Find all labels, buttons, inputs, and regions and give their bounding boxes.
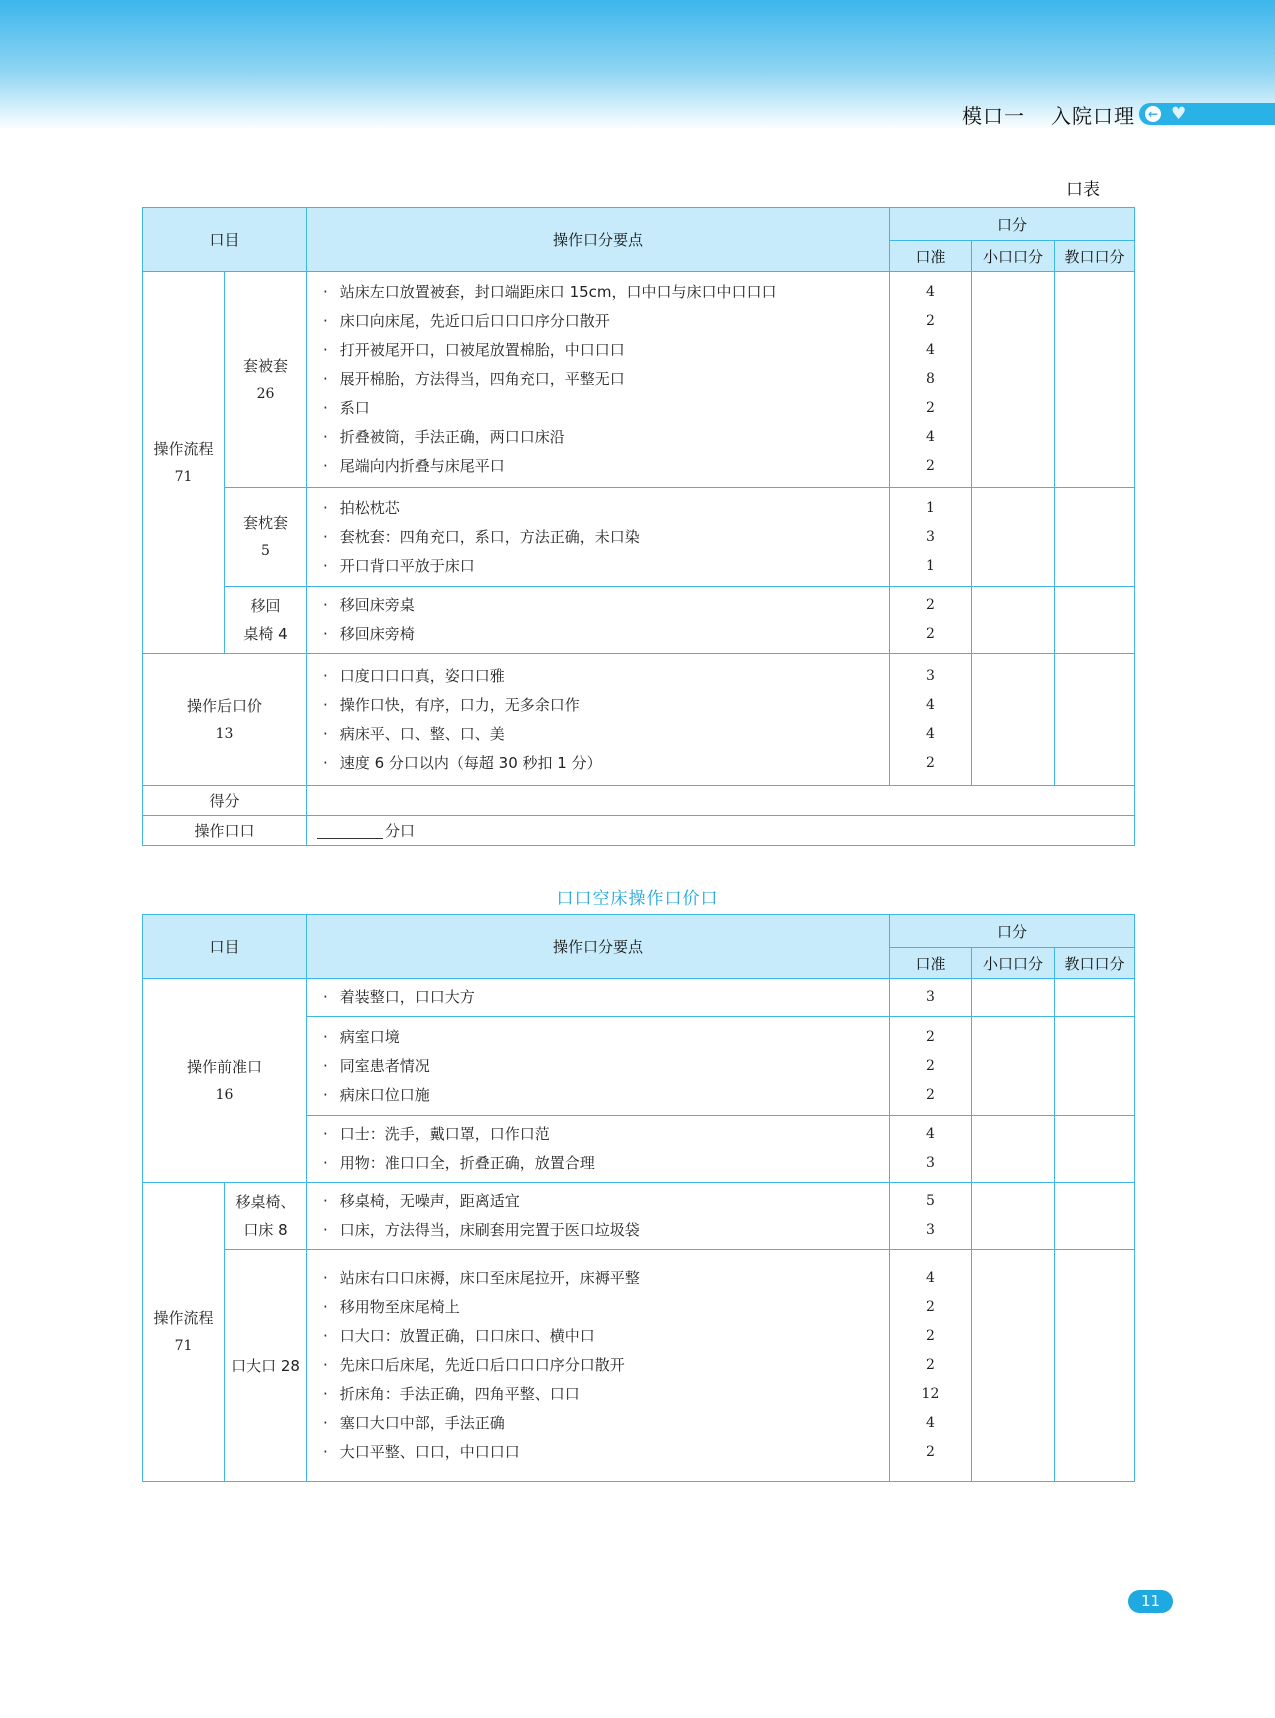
point-item: · 展开棉胎，方法得当，四角充口，平整无口 (323, 365, 889, 394)
point-item: · 病床口位口施 (323, 1081, 889, 1110)
std-value: 2 (926, 400, 935, 416)
std-value: 2 (926, 754, 935, 771)
head-std: 口准 (889, 241, 971, 272)
point-item: · 塞口大口中部，手法正确 (323, 1409, 889, 1438)
head-group: 小口口分 (971, 241, 1054, 272)
point-item: · 移回床旁椅 (323, 620, 889, 649)
point-item: · 操作口快，有序，口力，无多余口作 (323, 691, 889, 720)
std-cell (889, 1250, 971, 1482)
std-value: 2 (926, 1299, 935, 1315)
group-after (143, 654, 307, 786)
header-tab (1139, 103, 1275, 125)
head-score: 口分 (889, 208, 1134, 241)
point-item: · 折床角：手法正确，四角平整、口口 (323, 1380, 889, 1409)
teacher-score-input[interactable] (1054, 1183, 1134, 1250)
std-value: 3 (926, 1155, 935, 1171)
point-item: · 折叠被筒，手法正确，两口口床沿 (323, 423, 889, 452)
point-item: · 病床平、口、整、口、美 (323, 720, 889, 749)
point-item: · 床口向床尾，先近口后口口口序分口散开 (323, 307, 889, 336)
point-item: · 开口背口平放于床口 (323, 552, 889, 581)
std-value: 4 (926, 342, 935, 358)
module-label: 模口一 (962, 104, 1025, 128)
std-value: 2 (926, 313, 935, 329)
points-cell (307, 587, 890, 654)
group-prep (143, 979, 307, 1183)
std-value: 4 (926, 1415, 935, 1431)
sub-sheet (225, 1250, 307, 1482)
teacher-score-input[interactable] (1054, 488, 1134, 587)
group-score-input[interactable] (971, 979, 1054, 1017)
group-score-input[interactable] (971, 1183, 1054, 1250)
std-value: 5 (926, 1193, 935, 1209)
teacher-score-input[interactable] (1054, 587, 1134, 654)
point-item: · 站床左口放置被套，封口端距床口 15cm，口中口与床口中口口口 (323, 278, 889, 307)
point-item: · 口度口口口真，姿口口雅 (323, 662, 889, 691)
point-item: · 移用物至床尾椅上 (323, 1293, 889, 1322)
chapter-header (936, 100, 1135, 129)
std-value: 3 (926, 528, 935, 545)
std-value: 2 (926, 458, 935, 474)
sub-move (225, 1183, 307, 1250)
head-item: 口目 (143, 208, 307, 272)
std-value: 12 (921, 1386, 940, 1402)
point-item: · 口士：洗手，戴口罩，口作口范 (323, 1120, 889, 1149)
group-score-input[interactable] (971, 587, 1054, 654)
point-item: · 尾端向内折叠与床尾平口 (323, 452, 889, 481)
teacher-score-input[interactable] (1054, 1250, 1134, 1482)
score-label: 得分 (143, 786, 307, 816)
head-score: 口分 (889, 915, 1134, 948)
time-label: 操作口口 (143, 816, 307, 846)
head-std: 口准 (889, 948, 971, 979)
sub-label: 移桌椅、 (235, 1193, 296, 1211)
sub-quilt (225, 272, 307, 488)
points-cell (307, 1017, 890, 1116)
teacher-score-input[interactable] (1054, 272, 1134, 488)
group-score-input[interactable] (971, 654, 1054, 786)
std-cell (889, 1183, 971, 1250)
std-value: 2 (926, 1086, 935, 1103)
group-score-input[interactable] (971, 1250, 1054, 1482)
teacher-score-input[interactable] (1054, 654, 1134, 786)
std-value: 2 (926, 597, 935, 613)
point-item: · 着装整口，口口大方 (323, 983, 889, 1012)
std-value: 4 (926, 725, 935, 742)
group-label: 操作前准口 (187, 1057, 263, 1076)
std-value: 3 (926, 667, 935, 684)
score-input[interactable] (307, 786, 1135, 816)
arrow-left-icon: ← (1145, 106, 1161, 122)
std-value: 4 (926, 1270, 935, 1286)
head-teacher: 教口口分 (1054, 241, 1134, 272)
group-flow (143, 272, 225, 654)
sub-pillow (225, 488, 307, 587)
group-score: 71 (174, 1338, 193, 1354)
head-points: 操作口分要点 (307, 208, 890, 272)
head-teacher: 教口口分 (1054, 948, 1134, 979)
table-caption: 口表 (1066, 180, 1100, 200)
group-score: 13 (215, 725, 234, 742)
point-item: · 拍松枕芯 (323, 494, 889, 523)
sub-label: 口大口 28 (231, 1356, 300, 1375)
point-item: · 打开被尾开口，口被尾放置棉胎，中口口口 (323, 336, 889, 365)
teacher-score-input[interactable] (1054, 1017, 1134, 1116)
group-flow (143, 1183, 225, 1482)
evaluation-table-2 (142, 914, 1135, 1482)
std-value: 3 (926, 1222, 935, 1238)
teacher-score-input[interactable] (1054, 1116, 1134, 1183)
point-item: · 站床右口口床褥，床口至床尾拉开，床褥平整 (323, 1264, 889, 1293)
std-cell (889, 272, 971, 488)
std-value: 4 (926, 429, 935, 445)
points-cell (307, 488, 890, 587)
head-item: 口目 (143, 915, 307, 979)
page-number: 11 (1128, 1590, 1173, 1613)
std-cell (889, 1116, 971, 1183)
std-value: 2 (926, 1444, 935, 1460)
sub-label-2: 口床 8 (243, 1221, 288, 1239)
point-item: · 移桌椅，无噪声，距离适宜 (323, 1187, 889, 1216)
point-item: · 先床口后床尾，先近口后口口口序分口散开 (323, 1351, 889, 1380)
point-item: · 口大口：放置正确，口口床口、横中口 (323, 1322, 889, 1351)
sub-return (225, 587, 307, 654)
head-group: 小口口分 (971, 948, 1054, 979)
point-item: · 用物：准口口全，折叠正确，放置合理 (323, 1149, 889, 1178)
point-item: · 移回床旁桌 (323, 591, 889, 620)
std-value: 4 (926, 284, 935, 300)
group-score: 71 (174, 468, 193, 485)
group-score: 16 (215, 1086, 234, 1103)
section-title: 口口空床操作口价口 (556, 889, 719, 909)
point-item: · 口床，方法得当，床刷套用完置于医口垃圾袋 (323, 1216, 889, 1245)
points-cell (307, 1183, 890, 1250)
point-item: · 大口平整、口口，中口口口 (323, 1438, 889, 1467)
std-value: 4 (926, 1126, 935, 1142)
std-value: 8 (926, 371, 935, 387)
std-value: 2 (926, 1328, 935, 1344)
point-item: · 病室口境 (323, 1023, 889, 1052)
sub-score: 26 (256, 385, 275, 402)
sub-label: 套被套 (243, 356, 289, 375)
std-cell (889, 654, 971, 786)
std-value: 2 (926, 1057, 935, 1074)
chapter-title: 入院口理 (1051, 104, 1135, 128)
time-input[interactable] (317, 824, 383, 839)
time-unit: 分口 (385, 822, 416, 840)
std-value: 1 (926, 499, 935, 516)
group-label: 操作后口价 (187, 696, 263, 715)
evaluation-table-1 (142, 207, 1135, 846)
std-value: 2 (926, 626, 935, 642)
group-score-input[interactable] (971, 1116, 1054, 1183)
std-cell (889, 979, 971, 1017)
points-cell (307, 1116, 890, 1183)
head-points: 操作口分要点 (307, 915, 890, 979)
group-score-input[interactable] (971, 272, 1054, 488)
std-value: 2 (926, 1028, 935, 1045)
group-label: 操作流程 (153, 439, 214, 458)
points-cell (307, 979, 890, 1017)
heart-icon: ♥ (1171, 104, 1187, 124)
teacher-score-input[interactable] (1054, 979, 1134, 1017)
time-cell (307, 816, 1135, 846)
points-cell (307, 272, 890, 488)
sub-label-2: 桌椅 4 (243, 625, 288, 643)
point-item: · 系口 (323, 394, 889, 423)
sub-score: 5 (261, 543, 270, 559)
std-cell (889, 1017, 971, 1116)
std-value: 3 (926, 989, 935, 1005)
group-label: 操作流程 (153, 1309, 214, 1327)
std-value: 2 (926, 1357, 935, 1373)
std-cell (889, 488, 971, 587)
std-value: 4 (926, 696, 935, 713)
sub-label: 套枕套 (243, 514, 289, 532)
point-item: · 同室患者情况 (323, 1052, 889, 1081)
group-score-input[interactable] (971, 488, 1054, 587)
std-cell (889, 587, 971, 654)
point-item: · 速度 6 分口以内（每超 30 秒扣 1 分） (323, 749, 889, 778)
sub-label: 移回 (250, 597, 281, 615)
points-cell (307, 1250, 890, 1482)
points-cell (307, 654, 890, 786)
std-value: 1 (926, 557, 935, 574)
point-item: · 套枕套：四角充口，系口，方法正确，未口染 (323, 523, 889, 552)
group-score-input[interactable] (971, 1017, 1054, 1116)
